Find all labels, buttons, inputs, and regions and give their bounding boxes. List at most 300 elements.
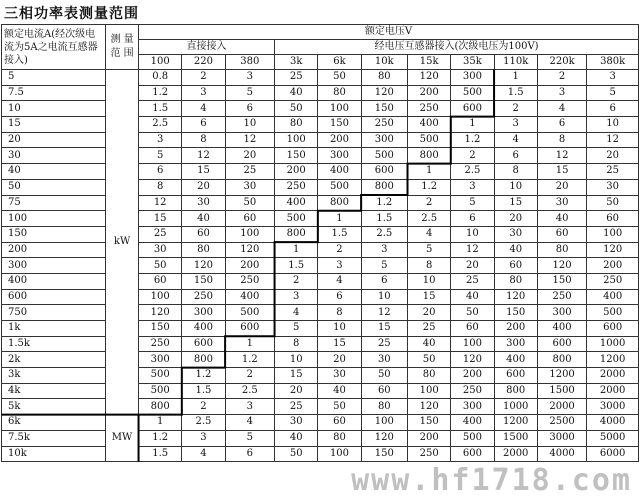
value-cell: 500 — [587, 305, 639, 321]
value-cell: 25 — [451, 273, 494, 289]
value-cell: 400 — [318, 164, 361, 180]
value-cell: 500 — [139, 383, 182, 399]
value-cell: 30 — [182, 195, 225, 211]
value-cell: 25 — [361, 336, 407, 352]
value-cell: 3 — [318, 258, 361, 274]
value-cell: 1.5 — [139, 101, 182, 117]
value-cell: 0.8 — [139, 70, 182, 86]
current-cell: 200 — [2, 242, 106, 258]
table-row — [2, 148, 639, 164]
value-cell: 1500 — [537, 383, 586, 399]
value-cell: 250 — [408, 446, 451, 462]
current-cell: 7.5 — [2, 85, 106, 101]
value-cell: 800 — [318, 195, 361, 211]
value-cell: 4000 — [587, 415, 639, 431]
voltage-col-2: 380 — [225, 55, 274, 70]
value-cell: 2 — [494, 101, 537, 117]
value-cell: 1000 — [587, 336, 639, 352]
value-cell: 50 — [318, 399, 361, 415]
value-cell: 80 — [537, 242, 586, 258]
voltage-col-10: 380k — [587, 55, 639, 70]
table-row — [2, 164, 639, 180]
value-cell: 8 — [537, 132, 586, 148]
value-cell: 500 — [451, 85, 494, 101]
value-cell: 3000 — [537, 430, 586, 446]
value-cell: 15 — [139, 211, 182, 227]
value-cell: 800 — [408, 148, 451, 164]
value-cell: 120 — [537, 258, 586, 274]
value-cell: 60 — [494, 258, 537, 274]
value-cell: 600 — [225, 321, 274, 337]
value-cell: 2 — [537, 70, 586, 86]
value-cell: 10 — [494, 179, 537, 195]
value-cell: 1.5 — [318, 226, 361, 242]
value-cell: 30 — [225, 179, 274, 195]
value-cell: 1.5 — [275, 258, 318, 274]
value-cell: 100 — [318, 446, 361, 462]
value-cell: 40 — [408, 336, 451, 352]
value-cell: 50 — [275, 101, 318, 117]
value-cell: 6000 — [587, 446, 639, 462]
value-cell: 3 — [451, 179, 494, 195]
table-row — [2, 399, 639, 415]
value-cell: 50 — [275, 446, 318, 462]
voltage-col-7: 35k — [451, 55, 494, 70]
value-cell: 8 — [182, 132, 225, 148]
value-cell: 300 — [361, 132, 407, 148]
current-cell: 2k — [2, 352, 106, 368]
value-cell: 2 — [182, 70, 225, 86]
table-row — [2, 85, 639, 101]
value-cell: 6 — [225, 446, 274, 462]
value-cell: 5 — [361, 258, 407, 274]
value-cell: 150 — [139, 321, 182, 337]
value-cell: 20 — [451, 258, 494, 274]
value-cell: 15 — [318, 336, 361, 352]
value-cell: 100 — [225, 226, 274, 242]
value-cell: 2 — [318, 242, 361, 258]
value-cell: 250 — [139, 336, 182, 352]
value-cell: 600 — [587, 321, 639, 337]
value-cell: 800 — [275, 226, 318, 242]
value-cell: 250 — [182, 289, 225, 305]
table-row — [2, 132, 639, 148]
value-cell: 30 — [537, 195, 586, 211]
table-row — [2, 70, 639, 86]
value-cell: 10 — [361, 289, 407, 305]
value-cell: 120 — [408, 399, 451, 415]
current-cell: 75 — [2, 195, 106, 211]
value-cell: 200 — [408, 85, 451, 101]
value-cell: 15 — [275, 368, 318, 384]
value-cell: 200 — [408, 430, 451, 446]
current-cell: 1k — [2, 321, 106, 337]
table-row — [2, 352, 639, 368]
value-cell: 400 — [182, 321, 225, 337]
value-cell: 250 — [451, 383, 494, 399]
value-cell: 20 — [587, 148, 639, 164]
value-cell: 1 — [451, 117, 494, 133]
value-cell: 50 — [139, 258, 182, 274]
value-cell: 1200 — [537, 368, 586, 384]
value-cell: 60 — [587, 211, 639, 227]
table-row — [2, 415, 639, 431]
value-cell: 6 — [139, 164, 182, 180]
table-row — [2, 117, 639, 133]
value-cell: 30 — [587, 179, 639, 195]
value-cell: 800 — [182, 352, 225, 368]
value-cell: 1000 — [494, 399, 537, 415]
value-cell: 1.2 — [182, 368, 225, 384]
value-cell: 1 — [225, 336, 274, 352]
value-cell: 25 — [225, 164, 274, 180]
value-cell: 4 — [275, 305, 318, 321]
current-cell: 150 — [2, 226, 106, 242]
value-cell: 100 — [451, 336, 494, 352]
value-cell: 250 — [225, 273, 274, 289]
current-cell: 100 — [2, 211, 106, 227]
current-cell: 300 — [2, 258, 106, 274]
voltage-col-3: 3k — [275, 55, 318, 70]
value-cell: 1 — [139, 415, 182, 431]
value-cell: 6 — [225, 101, 274, 117]
voltage-col-5: 10k — [361, 55, 407, 70]
value-cell: 5 — [139, 148, 182, 164]
range-mw: MW — [106, 415, 139, 462]
value-cell: 4 — [182, 101, 225, 117]
value-cell: 120 — [182, 258, 225, 274]
range-kw: kW — [106, 70, 139, 415]
value-cell: 600 — [451, 446, 494, 462]
table-row — [2, 195, 639, 211]
value-cell: 400 — [451, 415, 494, 431]
value-cell: 2000 — [587, 368, 639, 384]
voltage-col-1: 220 — [182, 55, 225, 70]
value-cell: 30 — [139, 242, 182, 258]
value-cell: 3 — [225, 70, 274, 86]
value-cell: 5 — [451, 195, 494, 211]
value-cell: 120 — [587, 242, 639, 258]
value-cell: 20 — [494, 211, 537, 227]
value-cell: 150 — [537, 273, 586, 289]
table-row — [2, 336, 639, 352]
value-cell: 600 — [494, 368, 537, 384]
value-cell: 1 — [494, 70, 537, 86]
value-cell: 2000 — [537, 399, 586, 415]
value-cell: 80 — [182, 242, 225, 258]
value-cell: 3 — [587, 70, 639, 86]
value-cell: 500 — [361, 148, 407, 164]
value-cell: 400 — [587, 289, 639, 305]
value-cell: 2000 — [587, 383, 639, 399]
value-cell: 800 — [139, 399, 182, 415]
value-cell: 100 — [275, 132, 318, 148]
value-cell: 600 — [451, 101, 494, 117]
value-cell: 40 — [275, 430, 318, 446]
value-cell: 80 — [408, 368, 451, 384]
value-cell: 500 — [225, 305, 274, 321]
current-cell: 600 — [2, 289, 106, 305]
value-cell: 150 — [361, 101, 407, 117]
table-row — [2, 321, 639, 337]
value-cell: 200 — [451, 368, 494, 384]
value-cell: 1.2 — [139, 430, 182, 446]
value-cell: 12 — [537, 148, 586, 164]
value-cell: 3 — [182, 85, 225, 101]
value-cell: 30 — [275, 415, 318, 431]
value-cell: 1 — [318, 211, 361, 227]
value-cell: 5 — [408, 242, 451, 258]
value-cell: 25 — [408, 321, 451, 337]
value-cell: 30 — [318, 368, 361, 384]
value-cell: 120 — [408, 70, 451, 86]
value-cell: 2.5 — [225, 383, 274, 399]
value-cell: 3000 — [587, 399, 639, 415]
value-cell: 1.5 — [139, 446, 182, 462]
value-cell: 200 — [225, 258, 274, 274]
value-cell: 3 — [182, 430, 225, 446]
value-cell: 300 — [318, 148, 361, 164]
voltage-col-8: 110k — [494, 55, 537, 70]
value-cell: 15 — [494, 195, 537, 211]
value-cell: 20 — [275, 383, 318, 399]
value-cell: 1.2 — [139, 85, 182, 101]
value-cell: 50 — [225, 195, 274, 211]
value-cell: 1.2 — [408, 179, 451, 195]
current-cell: 10k — [2, 446, 106, 462]
value-cell: 150 — [182, 273, 225, 289]
value-cell: 20 — [537, 179, 586, 195]
value-cell: 1 — [408, 164, 451, 180]
value-cell: 2000 — [494, 446, 537, 462]
value-cell: 12 — [182, 148, 225, 164]
table-row — [2, 211, 639, 227]
value-cell: 6 — [182, 117, 225, 133]
value-cell: 6 — [451, 211, 494, 227]
value-cell: 60 — [451, 321, 494, 337]
value-cell: 60 — [225, 211, 274, 227]
value-cell: 3 — [361, 242, 407, 258]
value-cell: 25 — [587, 164, 639, 180]
value-cell: 8 — [408, 258, 451, 274]
value-cell: 20 — [318, 352, 361, 368]
voltage-col-4: 6k — [318, 55, 361, 70]
table-row — [2, 446, 639, 462]
value-cell: 100 — [318, 101, 361, 117]
value-cell: 40 — [494, 242, 537, 258]
current-cell: 20 — [2, 132, 106, 148]
direct-header: 直接接入 — [139, 40, 275, 55]
value-cell: 60 — [139, 273, 182, 289]
value-cell: 50 — [361, 368, 407, 384]
value-cell: 12 — [139, 195, 182, 211]
value-cell: 600 — [361, 164, 407, 180]
value-cell: 10 — [225, 117, 274, 133]
value-cell: 300 — [537, 305, 586, 321]
value-cell: 4 — [225, 415, 274, 431]
value-cell: 250 — [537, 289, 586, 305]
current-cell: 1.5k — [2, 336, 106, 352]
value-cell: 800 — [494, 383, 537, 399]
value-cell: 8 — [275, 336, 318, 352]
value-cell: 15 — [182, 164, 225, 180]
table-row — [2, 101, 639, 117]
value-cell: 5 — [225, 430, 274, 446]
value-cell: 2 — [451, 148, 494, 164]
value-cell: 120 — [225, 242, 274, 258]
value-cell: 3 — [275, 289, 318, 305]
value-cell: 40 — [451, 289, 494, 305]
value-cell: 4 — [537, 101, 586, 117]
value-cell: 500 — [451, 430, 494, 446]
value-cell: 10 — [318, 321, 361, 337]
value-cell: 4 — [318, 273, 361, 289]
current-cell: 15 — [2, 117, 106, 133]
voltage-col-0: 100 — [139, 55, 182, 70]
value-cell: 400 — [494, 352, 537, 368]
value-cell: 1.5 — [182, 383, 225, 399]
value-cell: 40 — [318, 383, 361, 399]
table-row — [2, 226, 639, 242]
value-cell: 400 — [408, 117, 451, 133]
value-cell: 3 — [537, 85, 586, 101]
value-cell: 10 — [275, 352, 318, 368]
current-cell: 40 — [2, 164, 106, 180]
value-cell: 5 — [275, 321, 318, 337]
value-cell: 6 — [318, 289, 361, 305]
value-cell: 12 — [225, 132, 274, 148]
value-cell: 80 — [275, 117, 318, 133]
value-cell: 250 — [587, 273, 639, 289]
value-cell: 600 — [537, 336, 586, 352]
value-cell: 8 — [318, 305, 361, 321]
value-cell: 25 — [275, 70, 318, 86]
value-cell: 200 — [494, 321, 537, 337]
value-cell: 300 — [182, 305, 225, 321]
value-cell: 60 — [361, 383, 407, 399]
value-cell: 2.5 — [182, 415, 225, 431]
value-cell: 5 — [225, 85, 274, 101]
value-cell: 2 — [225, 368, 274, 384]
measurement-range-table — [1, 24, 639, 462]
value-cell: 200 — [587, 258, 639, 274]
voltage-col-9: 220k — [537, 55, 586, 70]
value-cell: 30 — [361, 352, 407, 368]
value-cell: 1.2 — [361, 195, 407, 211]
table-row — [2, 242, 639, 258]
current-header: 额定电流A(经次级电流为5A之电流互感器接入) — [2, 25, 106, 70]
value-cell: 8 — [494, 164, 537, 180]
value-cell: 80 — [361, 70, 407, 86]
value-cell: 20 — [408, 305, 451, 321]
value-cell: 2.5 — [408, 211, 451, 227]
value-cell: 1500 — [494, 430, 537, 446]
current-cell: 10 — [2, 101, 106, 117]
value-cell: 1.2 — [451, 132, 494, 148]
value-cell: 400 — [275, 195, 318, 211]
value-cell: 10 — [451, 226, 494, 242]
current-cell: 5 — [2, 70, 106, 86]
value-cell: 4000 — [537, 446, 586, 462]
value-cell: 4 — [182, 446, 225, 462]
value-cell: 200 — [275, 164, 318, 180]
value-cell: 400 — [537, 321, 586, 337]
value-cell: 500 — [318, 179, 361, 195]
current-cell: 7.5k — [2, 430, 106, 446]
current-cell: 5k — [2, 399, 106, 415]
value-cell: 15 — [537, 164, 586, 180]
value-cell: 150 — [361, 446, 407, 462]
value-cell: 100 — [587, 226, 639, 242]
current-cell: 4k — [2, 383, 106, 399]
table-row — [2, 430, 639, 446]
current-cell: 3k — [2, 368, 106, 384]
value-cell: 50 — [408, 352, 451, 368]
value-cell: 100 — [139, 289, 182, 305]
value-cell: 2.5 — [361, 226, 407, 242]
value-cell: 3 — [139, 132, 182, 148]
range-header: 测 量 范 围 — [106, 25, 139, 70]
value-cell: 8 — [139, 179, 182, 195]
value-cell: 100 — [361, 415, 407, 431]
value-cell: 500 — [408, 132, 451, 148]
value-cell: 6 — [587, 101, 639, 117]
value-cell: 80 — [318, 430, 361, 446]
value-cell: 40 — [182, 211, 225, 227]
value-cell: 150 — [408, 415, 451, 431]
value-cell: 1200 — [587, 352, 639, 368]
value-cell: 12 — [361, 305, 407, 321]
value-cell: 120 — [451, 352, 494, 368]
value-cell: 50 — [587, 195, 639, 211]
value-cell: 40 — [275, 85, 318, 101]
value-cell: 300 — [451, 70, 494, 86]
value-cell: 500 — [139, 368, 182, 384]
current-cell: 750 — [2, 305, 106, 321]
value-cell: 300 — [494, 336, 537, 352]
value-cell: 250 — [361, 117, 407, 133]
value-cell: 1.5 — [494, 85, 537, 101]
value-cell: 10 — [408, 273, 451, 289]
value-cell: 60 — [318, 415, 361, 431]
value-cell: 25 — [275, 399, 318, 415]
current-cell: 50 — [2, 179, 106, 195]
value-cell: 20 — [225, 148, 274, 164]
value-cell: 1200 — [494, 415, 537, 431]
value-cell: 300 — [451, 399, 494, 415]
value-cell: 150 — [494, 305, 537, 321]
value-cell: 12 — [587, 132, 639, 148]
value-cell: 15 — [361, 321, 407, 337]
value-cell: 200 — [318, 132, 361, 148]
value-cell: 800 — [361, 179, 407, 195]
voltage-col-6: 15k — [408, 55, 451, 70]
value-cell: 40 — [537, 211, 586, 227]
value-cell: 250 — [408, 101, 451, 117]
table-row — [2, 383, 639, 399]
value-cell: 6 — [361, 273, 407, 289]
value-cell: 15 — [408, 289, 451, 305]
value-cell: 60 — [182, 226, 225, 242]
value-cell: 10 — [587, 117, 639, 133]
value-cell: 5000 — [587, 430, 639, 446]
current-cell: 30 — [2, 148, 106, 164]
value-cell: 2 — [408, 195, 451, 211]
value-cell: 2 — [182, 399, 225, 415]
value-cell: 5 — [587, 85, 639, 101]
value-cell: 1.5 — [361, 211, 407, 227]
value-cell: 300 — [139, 352, 182, 368]
